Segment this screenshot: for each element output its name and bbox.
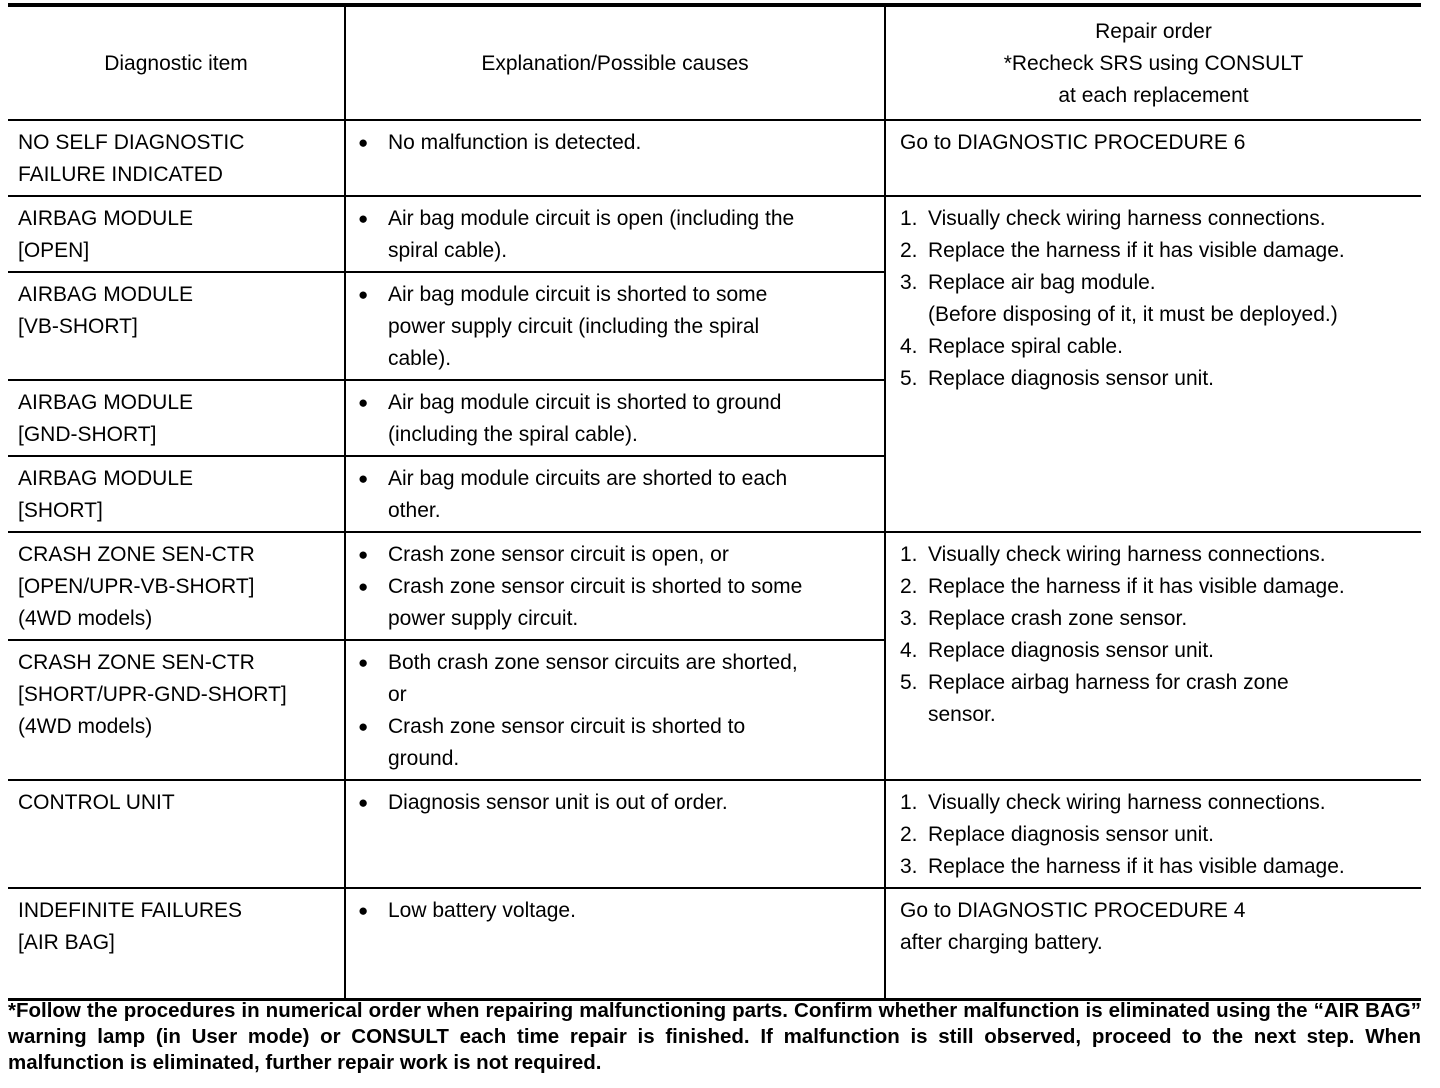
cause-text — [388, 647, 874, 711]
cause-line: power supply circuit (including the spiral — [388, 315, 760, 338]
cause-line: Crash zone sensor circuit is shorted to some — [388, 575, 803, 598]
cause-text — [388, 463, 874, 527]
header-repair-line: *Recheck SRS using CONSULT — [1003, 52, 1304, 75]
diagnostic-table — [8, 3, 1421, 1001]
diagnostic-item-line: CRASH ZONE SEN-CTR — [18, 651, 255, 674]
repair-step-line: Replace diagnosis sensor unit. — [928, 823, 1215, 846]
repair-cell — [885, 120, 1421, 196]
cause-line: Air bag module circuit is shorted to ground — [388, 391, 782, 414]
header-repair-line: Repair order — [1095, 20, 1212, 43]
explanation-cell — [345, 888, 885, 999]
diagnostic-item-line: INDEFINITE FAILURES — [18, 899, 243, 922]
table-row — [8, 780, 1421, 888]
repair-step-number: 2. — [900, 239, 918, 262]
table-header-row — [8, 5, 1421, 120]
diagnostic-item-line: [GND-SHORT] — [18, 423, 157, 446]
repair-cell-airbag — [885, 196, 1421, 532]
cause-line: Air bag module circuits are shorted to each — [388, 467, 788, 490]
repair-step-number: 2. — [900, 575, 918, 598]
repair-step-text — [928, 667, 1411, 731]
cause-item — [358, 711, 874, 775]
diagnostic-item-line: NO SELF DIAGNOSTIC — [18, 131, 245, 154]
bullet-icon: ● — [358, 717, 369, 736]
bullet-icon: ● — [358, 901, 369, 920]
bullet-icon: ● — [358, 209, 369, 228]
cause-line: Air bag module circuit is shorted to some — [388, 283, 768, 306]
diagnostic-item-cell — [8, 120, 345, 196]
repair-step-line: Replace airbag harness for crash zone — [928, 671, 1289, 694]
repair-step — [900, 539, 1411, 571]
repair-step-number: 3. — [900, 855, 918, 878]
repair-step-text — [928, 635, 1411, 667]
repair-step-text — [928, 331, 1411, 363]
repair-step-text — [928, 571, 1411, 603]
diagnostic-item-line: AIRBAG MODULE — [18, 467, 194, 490]
table-body — [8, 120, 1421, 999]
repair-step-text — [928, 363, 1411, 395]
repair-cell — [885, 888, 1421, 999]
repair-text-line: after charging battery. — [900, 931, 1103, 954]
cause-text — [388, 787, 874, 819]
header-repair-line: at each replacement — [1058, 84, 1249, 107]
cause-line: No malfunction is detected. — [388, 131, 642, 154]
repair-step-number: 4. — [900, 639, 918, 662]
repair-step — [900, 819, 1411, 851]
diagnostic-item-cell — [8, 640, 345, 780]
cause-text — [388, 127, 874, 159]
repair-step-number: 1. — [900, 207, 918, 230]
bullet-icon: ● — [358, 469, 369, 488]
explanation-cell — [345, 640, 885, 780]
bullet-icon: ● — [358, 133, 369, 152]
explanation-cell — [345, 120, 885, 196]
cause-item — [358, 895, 874, 927]
diagnostic-item-line: AIRBAG MODULE — [18, 207, 194, 230]
header-explanation: Explanation/Possible causes — [345, 5, 885, 120]
repair-step — [900, 363, 1411, 395]
repair-cell-crash-zone — [885, 532, 1421, 780]
bullet-icon: ● — [358, 653, 369, 672]
diagnostic-item-line: AIRBAG MODULE — [18, 391, 194, 414]
cause-line: other. — [388, 499, 441, 522]
diagnostic-item-line: [VB-SHORT] — [18, 315, 138, 338]
repair-step — [900, 571, 1411, 603]
repair-step-number: 3. — [900, 607, 918, 630]
repair-step-number: 1. — [900, 791, 918, 814]
cause-line: Both crash zone sensor circuits are shorted, — [388, 651, 798, 674]
diagnostic-item-line: [AIR BAG] — [18, 931, 115, 954]
cause-line: Crash zone sensor circuit is shorted to — [388, 715, 746, 738]
diagnostic-item-line: [SHORT/UPR-GND-SHORT] — [18, 683, 287, 706]
repair-step-number: 5. — [900, 671, 918, 694]
cause-line: cable). — [388, 347, 452, 370]
repair-step-line: Visually check wiring harness connections. — [928, 543, 1326, 566]
repair-step — [900, 267, 1411, 331]
bullet-icon: ● — [358, 393, 369, 412]
explanation-cell — [345, 272, 885, 380]
cause-item — [358, 571, 874, 635]
repair-step-number: 3. — [900, 271, 918, 294]
cause-text — [388, 571, 874, 635]
repair-step — [900, 667, 1411, 731]
cause-text — [388, 203, 874, 267]
explanation-cell — [345, 532, 885, 640]
table-row — [8, 888, 1421, 999]
repair-step-line: Replace diagnosis sensor unit. — [928, 367, 1215, 390]
header-diagnostic-item: Diagnostic item — [8, 5, 345, 120]
cause-line: Air bag module circuit is open (including the — [388, 207, 795, 230]
cause-line: power supply circuit. — [388, 607, 579, 630]
cause-item — [358, 787, 874, 819]
explanation-cell — [345, 380, 885, 456]
repair-step-number: 5. — [900, 367, 918, 390]
repair-step — [900, 787, 1411, 819]
diagnostic-item-line: [OPEN] — [18, 239, 90, 262]
cause-line: Crash zone sensor circuit is open, or — [388, 543, 729, 566]
cause-text — [388, 387, 874, 451]
cause-line: Low battery voltage. — [388, 899, 576, 922]
header-repair-order — [885, 5, 1421, 120]
diagnostic-item-cell — [8, 272, 345, 380]
cause-item — [358, 647, 874, 711]
repair-step-number: 1. — [900, 543, 918, 566]
cause-line: ground. — [388, 747, 460, 770]
diagnostic-item-line: [SHORT] — [18, 499, 103, 522]
repair-step-line: Replace the harness if it has visible damage. — [928, 855, 1345, 878]
repair-step-text — [928, 603, 1411, 635]
cause-item — [358, 127, 874, 159]
bullet-icon: ● — [358, 793, 369, 812]
repair-step — [900, 851, 1411, 883]
repair-step — [900, 603, 1411, 635]
diagnostic-item-line: CRASH ZONE SEN-CTR — [18, 543, 255, 566]
repair-step-line: sensor. — [928, 703, 996, 726]
repair-step-text — [928, 819, 1411, 851]
repair-step-line: Replace spiral cable. — [928, 335, 1123, 358]
repair-step-text — [928, 539, 1411, 571]
cause-line: Diagnosis sensor unit is out of order. — [388, 791, 728, 814]
diagnostic-item-line: (4WD models) — [18, 715, 153, 738]
bullet-icon: ● — [358, 577, 369, 596]
repair-step-number: 2. — [900, 823, 918, 846]
cause-text — [388, 539, 874, 571]
repair-step — [900, 635, 1411, 667]
bullet-icon: ● — [358, 285, 369, 304]
repair-step-line: Replace the harness if it has visible damage. — [928, 575, 1345, 598]
repair-step — [900, 235, 1411, 267]
repair-step-line: (Before disposing of it, it must be deployed.) — [928, 303, 1338, 326]
diagnostic-item-cell — [8, 888, 345, 999]
repair-text-line: Go to DIAGNOSTIC PROCEDURE 6 — [900, 131, 1246, 154]
diagnostic-item-line: [OPEN/UPR-VB-SHORT] — [18, 575, 255, 598]
diagnostic-item-line: CONTROL UNIT — [18, 791, 175, 814]
explanation-cell — [345, 780, 885, 888]
repair-step-line: Visually check wiring harness connections. — [928, 791, 1326, 814]
cause-text — [388, 279, 874, 375]
repair-step-text — [928, 267, 1411, 331]
footnote — [8, 998, 1421, 1076]
bullet-icon: ● — [358, 545, 369, 564]
cause-item — [358, 279, 874, 375]
repair-step-line: Replace air bag module. — [928, 271, 1156, 294]
repair-step-number: 4. — [900, 335, 918, 358]
table-row — [8, 196, 1421, 272]
table-row — [8, 120, 1421, 196]
diagnostic-item-line: AIRBAG MODULE — [18, 283, 194, 306]
repair-step-text — [928, 787, 1411, 819]
cause-line: spiral cable). — [388, 239, 508, 262]
cause-line: (including the spiral cable). — [388, 423, 638, 446]
cause-item — [358, 387, 874, 451]
repair-step-line: Replace diagnosis sensor unit. — [928, 639, 1215, 662]
cause-text — [388, 711, 874, 775]
diagnostic-item-cell — [8, 780, 345, 888]
repair-text-line: Go to DIAGNOSTIC PROCEDURE 4 — [900, 899, 1246, 922]
repair-step-text — [928, 235, 1411, 267]
diagnostic-item-cell — [8, 380, 345, 456]
diagnostic-item-line: (4WD models) — [18, 607, 153, 630]
repair-step-line: Visually check wiring harness connections. — [928, 207, 1326, 230]
cause-item — [358, 463, 874, 527]
repair-step — [900, 331, 1411, 363]
diagnostic-item-cell — [8, 532, 345, 640]
cause-item — [358, 203, 874, 267]
explanation-cell — [345, 456, 885, 532]
cause-line: or — [388, 683, 407, 706]
cause-item — [358, 539, 874, 571]
explanation-cell — [345, 196, 885, 272]
repair-step — [900, 203, 1411, 235]
repair-step-text — [928, 851, 1411, 883]
diagnostic-item-cell — [8, 456, 345, 532]
footnote-text: *Follow the procedures in numerical order when repairing malfunctioning parts. Confirm whether malfunction is eliminated using the “AIR BAG” warning lamp (in User mode) or CONSULT each time repair is finished. If malfunction is still observed, proceed to the next step. When malfunction is eliminated, further repair work is not required. — [8, 999, 1421, 1074]
table-row — [8, 532, 1421, 640]
diagnostic-item-cell — [8, 196, 345, 272]
repair-step-line: Replace the harness if it has visible damage. — [928, 239, 1345, 262]
cause-text — [388, 895, 874, 927]
repair-step-text — [928, 203, 1411, 235]
repair-cell — [885, 780, 1421, 888]
diagnostic-item-line: FAILURE INDICATED — [18, 163, 223, 186]
repair-step-line: Replace crash zone sensor. — [928, 607, 1188, 630]
